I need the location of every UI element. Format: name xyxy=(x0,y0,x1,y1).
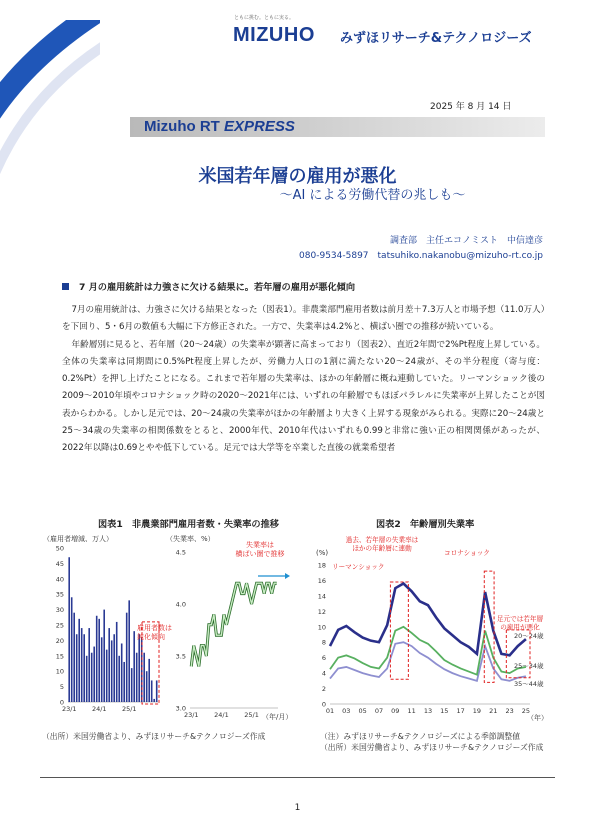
body-text xyxy=(62,302,545,458)
author-block xyxy=(299,234,543,264)
figure1-left-tick-label: 25 xyxy=(55,621,64,630)
figure2-tick-label: 14 xyxy=(317,592,326,601)
figure2-xtick-label: 17 xyxy=(456,707,465,715)
series-name: Mizuho RT EXPRESS xyxy=(144,118,295,135)
figure1-bar xyxy=(103,610,105,702)
figure1-bar xyxy=(76,634,78,702)
figure1-title: 図表1 非農業部門雇用者数・失業率の推移 xyxy=(98,519,279,530)
figure1-bar xyxy=(73,613,75,702)
figure2-annotation-lehman: リーマンショック xyxy=(332,563,385,571)
figure2-chart xyxy=(308,532,553,725)
figure1-bar xyxy=(113,634,115,702)
figure1-bar xyxy=(111,640,113,702)
figure2-xtick-label: 07 xyxy=(374,707,384,715)
brand-logo: MIZUHO xyxy=(233,24,315,46)
series-banner xyxy=(130,117,545,137)
figure1-left-ylabel: （雇用者増減、万人） xyxy=(43,535,113,543)
figure2-xtick-label: 21 xyxy=(489,707,498,715)
page-number: 1 xyxy=(294,803,301,813)
figure1-annotation-slow: 雇用者数は鈍化傾向 xyxy=(137,624,172,641)
page-subtitle: ～AI による労働代替の兆しも～ xyxy=(279,188,466,203)
paragraph: 7月の雇用統計は、力強さに欠ける結果となった（図表1）。非農業部門雇用者数は前月差＋7.3万人と市場予想（11.0万人）を下回り、5・6月の数値も大幅に下方修正された。一方で、失業率は4.2%と、横ばい圏での推移が続いている。 xyxy=(62,305,545,333)
figure1-bar xyxy=(138,634,140,702)
square-bullet-icon xyxy=(62,283,69,290)
figure1-bar xyxy=(151,680,153,702)
figure1-left-tick-label: 50 xyxy=(55,544,64,553)
figure1-bar xyxy=(118,656,120,702)
figure2-tick-label: 16 xyxy=(317,576,326,585)
figure1-bar xyxy=(153,699,155,702)
author-contact: 080-9534-5897 tatsuhiko.nakanobu@mizuho-rt.co.jp xyxy=(299,251,543,261)
figure1-bar xyxy=(131,668,133,702)
figure1-bar xyxy=(116,622,118,702)
figure2-source: （出所）米国労働省より、みずほリサーチ&テクノロジーズ作成 xyxy=(320,743,544,752)
page-title: 米国若年層の雇用が悪化 xyxy=(198,166,397,187)
company-name: みずほリサーチ&テクノロジーズ xyxy=(340,31,532,46)
figure2-xtick-label: 11 xyxy=(407,707,416,715)
figure1-bar xyxy=(71,597,73,702)
publication-date: 2025 年 8 月 14 日 xyxy=(430,102,512,112)
figure1-right-xtick-label: 25/1 xyxy=(244,711,259,719)
figure2-tick-label: 2 xyxy=(321,685,326,694)
figure1-source: （出所）米国労働省より、みずほリサーチ&テクノロジーズ作成 xyxy=(42,732,266,741)
figure2-series-label: 35～44歳 xyxy=(514,679,544,688)
figure1-bar xyxy=(128,600,130,702)
arrow-head-icon xyxy=(285,573,290,579)
figure1-bar xyxy=(126,613,128,702)
figure1-bar xyxy=(81,628,83,702)
figure1-bar xyxy=(93,647,95,702)
figure1-left-tick-label: 35 xyxy=(55,590,64,599)
figure1-left-tick-label: 15 xyxy=(55,652,64,661)
figure1-bar xyxy=(101,637,103,702)
figure1-left-xtick-label: 24/1 xyxy=(91,705,107,713)
figure2-tick-label: 10 xyxy=(317,623,326,632)
figure2-tick-label: 8 xyxy=(321,638,326,647)
figure1-bar xyxy=(78,619,80,702)
figure2-title: 図表2 年齢層別失業率 xyxy=(376,519,475,530)
footer-rule xyxy=(40,777,555,778)
figure2-xunit: （年） xyxy=(527,714,548,722)
figure1-bar xyxy=(96,616,98,702)
figure2-notes xyxy=(320,731,560,753)
figure1-bar xyxy=(133,631,135,702)
figure2-tick-label: 18 xyxy=(317,561,326,570)
section-heading: 7 月の雇用統計は力強さに欠ける結果に。若年層の雇用が悪化傾向 xyxy=(62,279,355,293)
figure1-bar xyxy=(88,628,90,702)
figure1-bar xyxy=(91,653,93,702)
figure1-bar xyxy=(98,619,100,702)
figure1-bar xyxy=(146,671,148,702)
figure2-xtick-label: 05 xyxy=(358,707,367,715)
figure1-xunit: （年/月） xyxy=(262,713,293,721)
figure1-bar xyxy=(83,634,85,702)
figure2-tick-label: 4 xyxy=(321,669,326,678)
figure2-ylabel: (%) xyxy=(316,549,329,557)
figure1-bar xyxy=(108,628,110,702)
figure1-left-tick-label: 30 xyxy=(55,606,64,615)
figure2-annotation-past: 過去、若年層の失業率はほかの年齢層に連動 xyxy=(345,536,419,553)
figure1-right-xtick-label: 24/1 xyxy=(214,711,229,719)
figure2-xtick-label: 03 xyxy=(342,707,351,715)
figure1-right-xtick-label: 23/1 xyxy=(183,711,199,719)
figure2-xtick-label: 13 xyxy=(423,707,433,715)
author-name: 調査部 主任エコノミスト 中信達彦 xyxy=(389,236,543,246)
figure1-unemployment-line xyxy=(191,583,276,666)
figure1-bar xyxy=(121,643,123,702)
figure2-xtick-label: 09 xyxy=(391,707,400,715)
figure1-bar xyxy=(106,650,108,702)
paragraph: 年齢層別に見ると、若年層（20～24歳）の失業率が顕著に高まっており（図表2）、直近2年間で2%Pt程度上昇している。全体の失業率は同期間に0.5%Pt程度上昇したが、労働力人口の1割に満たない20～24歳が、その半分程度（寄与度：0.2%Pt）を押し上げたことになる。これまで若年層の失業率は、ほかの年齢層に概ね連動していた。リーマンショック後の2009～2010年頃やコロナショック時の2020～2021年には、いずれの年齢層でもほぼパラレルに失業率が上昇したことが図表からわかる。しかし足元では、20～24歳の失業率がほかの年齢層より大きく上昇する現象がみられる。実際に20～24歳と25～34歳の失業率の相関係数をとると、2000年代、2010年代はいずれも0.99と非常に強い正の相関関係があったが、2022年以降は0.69とやや低下している。足元では大学等を卒業した直後の就業希望者 xyxy=(62,339,545,454)
decorative-arc xyxy=(0,20,100,280)
tagline: ともに挑む。ともに実る。 xyxy=(234,15,295,21)
figure1-left-tick-label: 45 xyxy=(55,559,64,568)
figure1-left-tick-label: 10 xyxy=(55,667,64,676)
figure2-xtick-label: 25 xyxy=(521,707,531,715)
figure1-right-tick-label: 3.5 xyxy=(175,652,186,661)
figure2-xtick-label: 15 xyxy=(440,707,449,715)
figure1-bar xyxy=(148,659,150,702)
figure1-bar xyxy=(86,656,88,702)
figure1-bar xyxy=(68,557,70,702)
figure1-annotation-flat: 失業率は横ばい圏で推移 xyxy=(235,541,285,558)
figure2-tick-label: 6 xyxy=(321,654,326,663)
figure2-annotation-recent: 足元では若年層の雇用が悪化 xyxy=(496,615,544,632)
figure1-right-tick-label: 3.0 xyxy=(175,704,186,713)
figure2-series-label: 25～34歳 xyxy=(514,661,544,670)
figure1-left-xtick-label: 23/1 xyxy=(61,705,77,713)
figure1-right-ylabel: （失業率、%） xyxy=(166,535,215,543)
figure2-tick-label: 12 xyxy=(317,607,326,616)
figure2-series-label: 20～24歳 xyxy=(514,631,544,640)
figure1-left-tick-label: 5 xyxy=(59,683,64,692)
figure2-xtick-label: 19 xyxy=(472,707,482,715)
figure1-right-tick-label: 4.0 xyxy=(175,600,186,609)
figure1-bar xyxy=(136,653,138,702)
figure1-left-tick-label: 20 xyxy=(55,636,64,645)
figure2-annotation-covid: コロナショック xyxy=(444,549,490,557)
figure1-bar xyxy=(156,680,158,702)
figure1-bar xyxy=(143,653,145,702)
figure2-note: （注）みずほリサーチ&テクノロジーズによる季節調整値 xyxy=(320,732,520,741)
figure1-chart xyxy=(40,530,310,725)
figure1-right-tick-label: 4.5 xyxy=(175,548,186,557)
figure1-left-tick-label: 40 xyxy=(55,575,64,584)
figure2-xtick-label: 01 xyxy=(325,707,335,715)
figure1-left-tick-label: 0 xyxy=(59,698,64,707)
figure2-tick-label: 0 xyxy=(321,700,326,709)
figure1-left-xtick-label: 25/1 xyxy=(121,705,137,713)
figure2-xtick-label: 23 xyxy=(505,707,514,715)
figure1-bar xyxy=(123,662,125,702)
